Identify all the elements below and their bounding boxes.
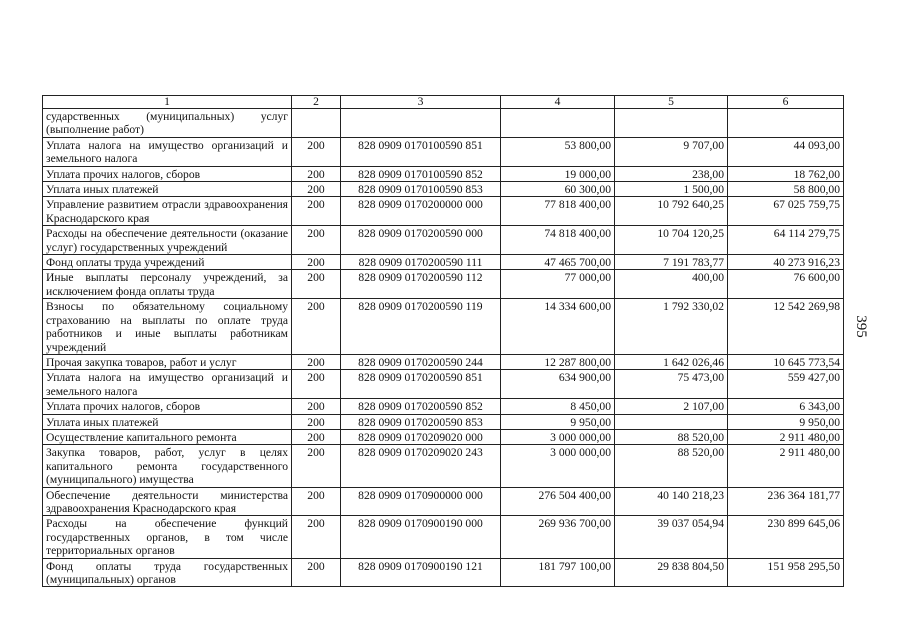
row-approved-amount-cell: 53 800,00 bbox=[501, 137, 615, 166]
row-kbk-cell: 828 0909 0170100590 852 bbox=[341, 166, 501, 181]
row-approved-amount-cell: 3 000 000,00 bbox=[501, 445, 615, 487]
row-executed-amount-cell: 1 792 330,02 bbox=[615, 299, 728, 355]
table-row bbox=[43, 445, 844, 487]
table-row bbox=[43, 109, 844, 138]
row-unexecuted-amount-cell: 12 542 269,98 bbox=[728, 299, 844, 355]
table-row bbox=[43, 487, 844, 516]
column-header-6: 6 bbox=[728, 96, 844, 109]
row-code-cell: 200 bbox=[292, 445, 341, 487]
row-executed-amount-cell: 88 520,00 bbox=[615, 429, 728, 444]
column-header-2: 2 bbox=[292, 96, 341, 109]
table-row bbox=[43, 370, 844, 399]
row-name-cell: Уплата налога на имущество организаций и земельного налога bbox=[43, 370, 292, 399]
row-approved-amount-cell: 77 000,00 bbox=[501, 270, 615, 299]
row-unexecuted-amount-cell: 67 025 759,75 bbox=[728, 197, 844, 226]
table-row bbox=[43, 255, 844, 270]
table-row bbox=[43, 197, 844, 226]
row-name-cell: сударственных (муниципальных) услуг (выполнение работ) bbox=[43, 109, 292, 138]
row-executed-amount-cell: 1 642 026,46 bbox=[615, 354, 728, 369]
page-number: 395 bbox=[852, 315, 869, 338]
row-unexecuted-amount-cell: 236 364 181,77 bbox=[728, 487, 844, 516]
row-code-cell: 200 bbox=[292, 429, 341, 444]
row-kbk-cell: 828 0909 0170209020 243 bbox=[341, 445, 501, 487]
row-unexecuted-amount-cell: 6 343,00 bbox=[728, 399, 844, 414]
row-approved-amount-cell: 9 950,00 bbox=[501, 414, 615, 429]
table-row bbox=[43, 399, 844, 414]
row-code-cell: 200 bbox=[292, 414, 341, 429]
row-name-cell: Фонд оплаты труда государственных (муниципальных) органов bbox=[43, 558, 292, 587]
row-unexecuted-amount-cell: 2 911 480,00 bbox=[728, 445, 844, 487]
row-executed-amount-cell bbox=[615, 109, 728, 138]
row-executed-amount-cell: 1 500,00 bbox=[615, 182, 728, 197]
row-code-cell bbox=[292, 109, 341, 138]
row-kbk-cell: 828 0909 0170900190 000 bbox=[341, 516, 501, 558]
row-unexecuted-amount-cell bbox=[728, 109, 844, 138]
row-name-cell: Фонд оплаты труда учреждений bbox=[43, 255, 292, 270]
column-header-1: 1 bbox=[43, 96, 292, 109]
row-executed-amount-cell: 10 704 120,25 bbox=[615, 226, 728, 255]
row-approved-amount-cell: 12 287 800,00 bbox=[501, 354, 615, 369]
row-approved-amount-cell: 269 936 700,00 bbox=[501, 516, 615, 558]
row-kbk-cell: 828 0909 0170900190 121 bbox=[341, 558, 501, 587]
row-approved-amount-cell: 77 818 400,00 bbox=[501, 197, 615, 226]
row-name-cell: Уплата иных платежей bbox=[43, 414, 292, 429]
row-kbk-cell: 828 0909 0170900000 000 bbox=[341, 487, 501, 516]
row-executed-amount-cell: 10 792 640,25 bbox=[615, 197, 728, 226]
row-code-cell: 200 bbox=[292, 166, 341, 181]
row-approved-amount-cell: 19 000,00 bbox=[501, 166, 615, 181]
row-name-cell: Осуществление капитального ремонта bbox=[43, 429, 292, 444]
row-executed-amount-cell: 9 707,00 bbox=[615, 137, 728, 166]
row-name-cell: Управление развитием отрасли здравоохранения Краснодарского края bbox=[43, 197, 292, 226]
table-row bbox=[43, 182, 844, 197]
row-approved-amount-cell: 181 797 100,00 bbox=[501, 558, 615, 587]
row-kbk-cell bbox=[341, 109, 501, 138]
row-code-cell: 200 bbox=[292, 197, 341, 226]
row-code-cell: 200 bbox=[292, 399, 341, 414]
row-name-cell: Уплата иных платежей bbox=[43, 182, 292, 197]
column-number-header-row bbox=[43, 96, 844, 109]
row-unexecuted-amount-cell: 18 762,00 bbox=[728, 166, 844, 181]
row-kbk-cell: 828 0909 0170100590 853 bbox=[341, 182, 501, 197]
table-row bbox=[43, 166, 844, 181]
row-unexecuted-amount-cell: 76 600,00 bbox=[728, 270, 844, 299]
row-approved-amount-cell bbox=[501, 109, 615, 138]
row-unexecuted-amount-cell: 2 911 480,00 bbox=[728, 429, 844, 444]
row-name-cell: Взносы по обязательному социальному страхованию на выплаты по оплате труда работников и иные выплаты работникам учреждений bbox=[43, 299, 292, 355]
table-row bbox=[43, 299, 844, 355]
row-name-cell: Расходы на обеспечение деятельности (оказание услуг) государственных учреждений bbox=[43, 226, 292, 255]
row-approved-amount-cell: 3 000 000,00 bbox=[501, 429, 615, 444]
table-row bbox=[43, 270, 844, 299]
row-approved-amount-cell: 60 300,00 bbox=[501, 182, 615, 197]
row-unexecuted-amount-cell: 559 427,00 bbox=[728, 370, 844, 399]
row-code-cell: 200 bbox=[292, 182, 341, 197]
row-approved-amount-cell: 634 900,00 bbox=[501, 370, 615, 399]
row-name-cell: Иные выплаты персоналу учреждений, за исключением фонда оплаты труда bbox=[43, 270, 292, 299]
row-kbk-cell: 828 0909 0170200590 119 bbox=[341, 299, 501, 355]
table-row bbox=[43, 558, 844, 587]
row-code-cell: 200 bbox=[292, 299, 341, 355]
row-name-cell: Закупка товаров, работ, услуг в целях капитального ремонта государственного (муниципального) имущества bbox=[43, 445, 292, 487]
row-executed-amount-cell: 7 191 783,77 bbox=[615, 255, 728, 270]
row-kbk-cell: 828 0909 0170200590 112 bbox=[341, 270, 501, 299]
column-header-4: 4 bbox=[501, 96, 615, 109]
row-name-cell: Расходы на обеспечение функций государственных органов, в том числе территориальных органов bbox=[43, 516, 292, 558]
table-row bbox=[43, 516, 844, 558]
row-unexecuted-amount-cell: 151 958 295,50 bbox=[728, 558, 844, 587]
table-row bbox=[43, 354, 844, 369]
row-unexecuted-amount-cell: 58 800,00 bbox=[728, 182, 844, 197]
budget-execution-table bbox=[42, 95, 844, 587]
row-code-cell: 200 bbox=[292, 487, 341, 516]
row-unexecuted-amount-cell: 40 273 916,23 bbox=[728, 255, 844, 270]
row-kbk-cell: 828 0909 0170200590 852 bbox=[341, 399, 501, 414]
row-executed-amount-cell: 39 037 054,94 bbox=[615, 516, 728, 558]
row-executed-amount-cell: 2 107,00 bbox=[615, 399, 728, 414]
table-row bbox=[43, 226, 844, 255]
row-executed-amount-cell: 75 473,00 bbox=[615, 370, 728, 399]
row-executed-amount-cell: 238,00 bbox=[615, 166, 728, 181]
row-approved-amount-cell: 14 334 600,00 bbox=[501, 299, 615, 355]
table-row bbox=[43, 137, 844, 166]
row-name-cell: Уплата прочих налогов, сборов bbox=[43, 399, 292, 414]
row-name-cell: Прочая закупка товаров, работ и услуг bbox=[43, 354, 292, 369]
row-code-cell: 200 bbox=[292, 354, 341, 369]
row-kbk-cell: 828 0909 0170200590 851 bbox=[341, 370, 501, 399]
row-name-cell: Обеспечение деятельности министерства здравоохранения Краснодарского края bbox=[43, 487, 292, 516]
table-row bbox=[43, 414, 844, 429]
row-executed-amount-cell: 40 140 218,23 bbox=[615, 487, 728, 516]
row-approved-amount-cell: 74 818 400,00 bbox=[501, 226, 615, 255]
row-code-cell: 200 bbox=[292, 226, 341, 255]
row-approved-amount-cell: 8 450,00 bbox=[501, 399, 615, 414]
row-executed-amount-cell: 88 520,00 bbox=[615, 445, 728, 487]
table-body bbox=[43, 109, 844, 587]
column-header-3: 3 bbox=[341, 96, 501, 109]
row-code-cell: 200 bbox=[292, 255, 341, 270]
row-kbk-cell: 828 0909 0170100590 851 bbox=[341, 137, 501, 166]
row-executed-amount-cell: 29 838 804,50 bbox=[615, 558, 728, 587]
row-code-cell: 200 bbox=[292, 370, 341, 399]
row-unexecuted-amount-cell: 64 114 279,75 bbox=[728, 226, 844, 255]
row-kbk-cell: 828 0909 0170200000 000 bbox=[341, 197, 501, 226]
row-name-cell: Уплата прочих налогов, сборов bbox=[43, 166, 292, 181]
row-name-cell: Уплата налога на имущество организаций и земельного налога bbox=[43, 137, 292, 166]
table-row bbox=[43, 429, 844, 444]
row-unexecuted-amount-cell: 44 093,00 bbox=[728, 137, 844, 166]
row-unexecuted-amount-cell: 10 645 773,54 bbox=[728, 354, 844, 369]
row-kbk-cell: 828 0909 0170200590 111 bbox=[341, 255, 501, 270]
row-kbk-cell: 828 0909 0170200590 244 bbox=[341, 354, 501, 369]
row-approved-amount-cell: 276 504 400,00 bbox=[501, 487, 615, 516]
row-code-cell: 200 bbox=[292, 137, 341, 166]
row-approved-amount-cell: 47 465 700,00 bbox=[501, 255, 615, 270]
row-code-cell: 200 bbox=[292, 558, 341, 587]
row-kbk-cell: 828 0909 0170200590 000 bbox=[341, 226, 501, 255]
row-code-cell: 200 bbox=[292, 270, 341, 299]
row-code-cell: 200 bbox=[292, 516, 341, 558]
row-kbk-cell: 828 0909 0170200590 853 bbox=[341, 414, 501, 429]
column-header-5: 5 bbox=[615, 96, 728, 109]
row-executed-amount-cell bbox=[615, 414, 728, 429]
row-unexecuted-amount-cell: 230 899 645,06 bbox=[728, 516, 844, 558]
row-executed-amount-cell: 400,00 bbox=[615, 270, 728, 299]
row-kbk-cell: 828 0909 0170209020 000 bbox=[341, 429, 501, 444]
row-unexecuted-amount-cell: 9 950,00 bbox=[728, 414, 844, 429]
